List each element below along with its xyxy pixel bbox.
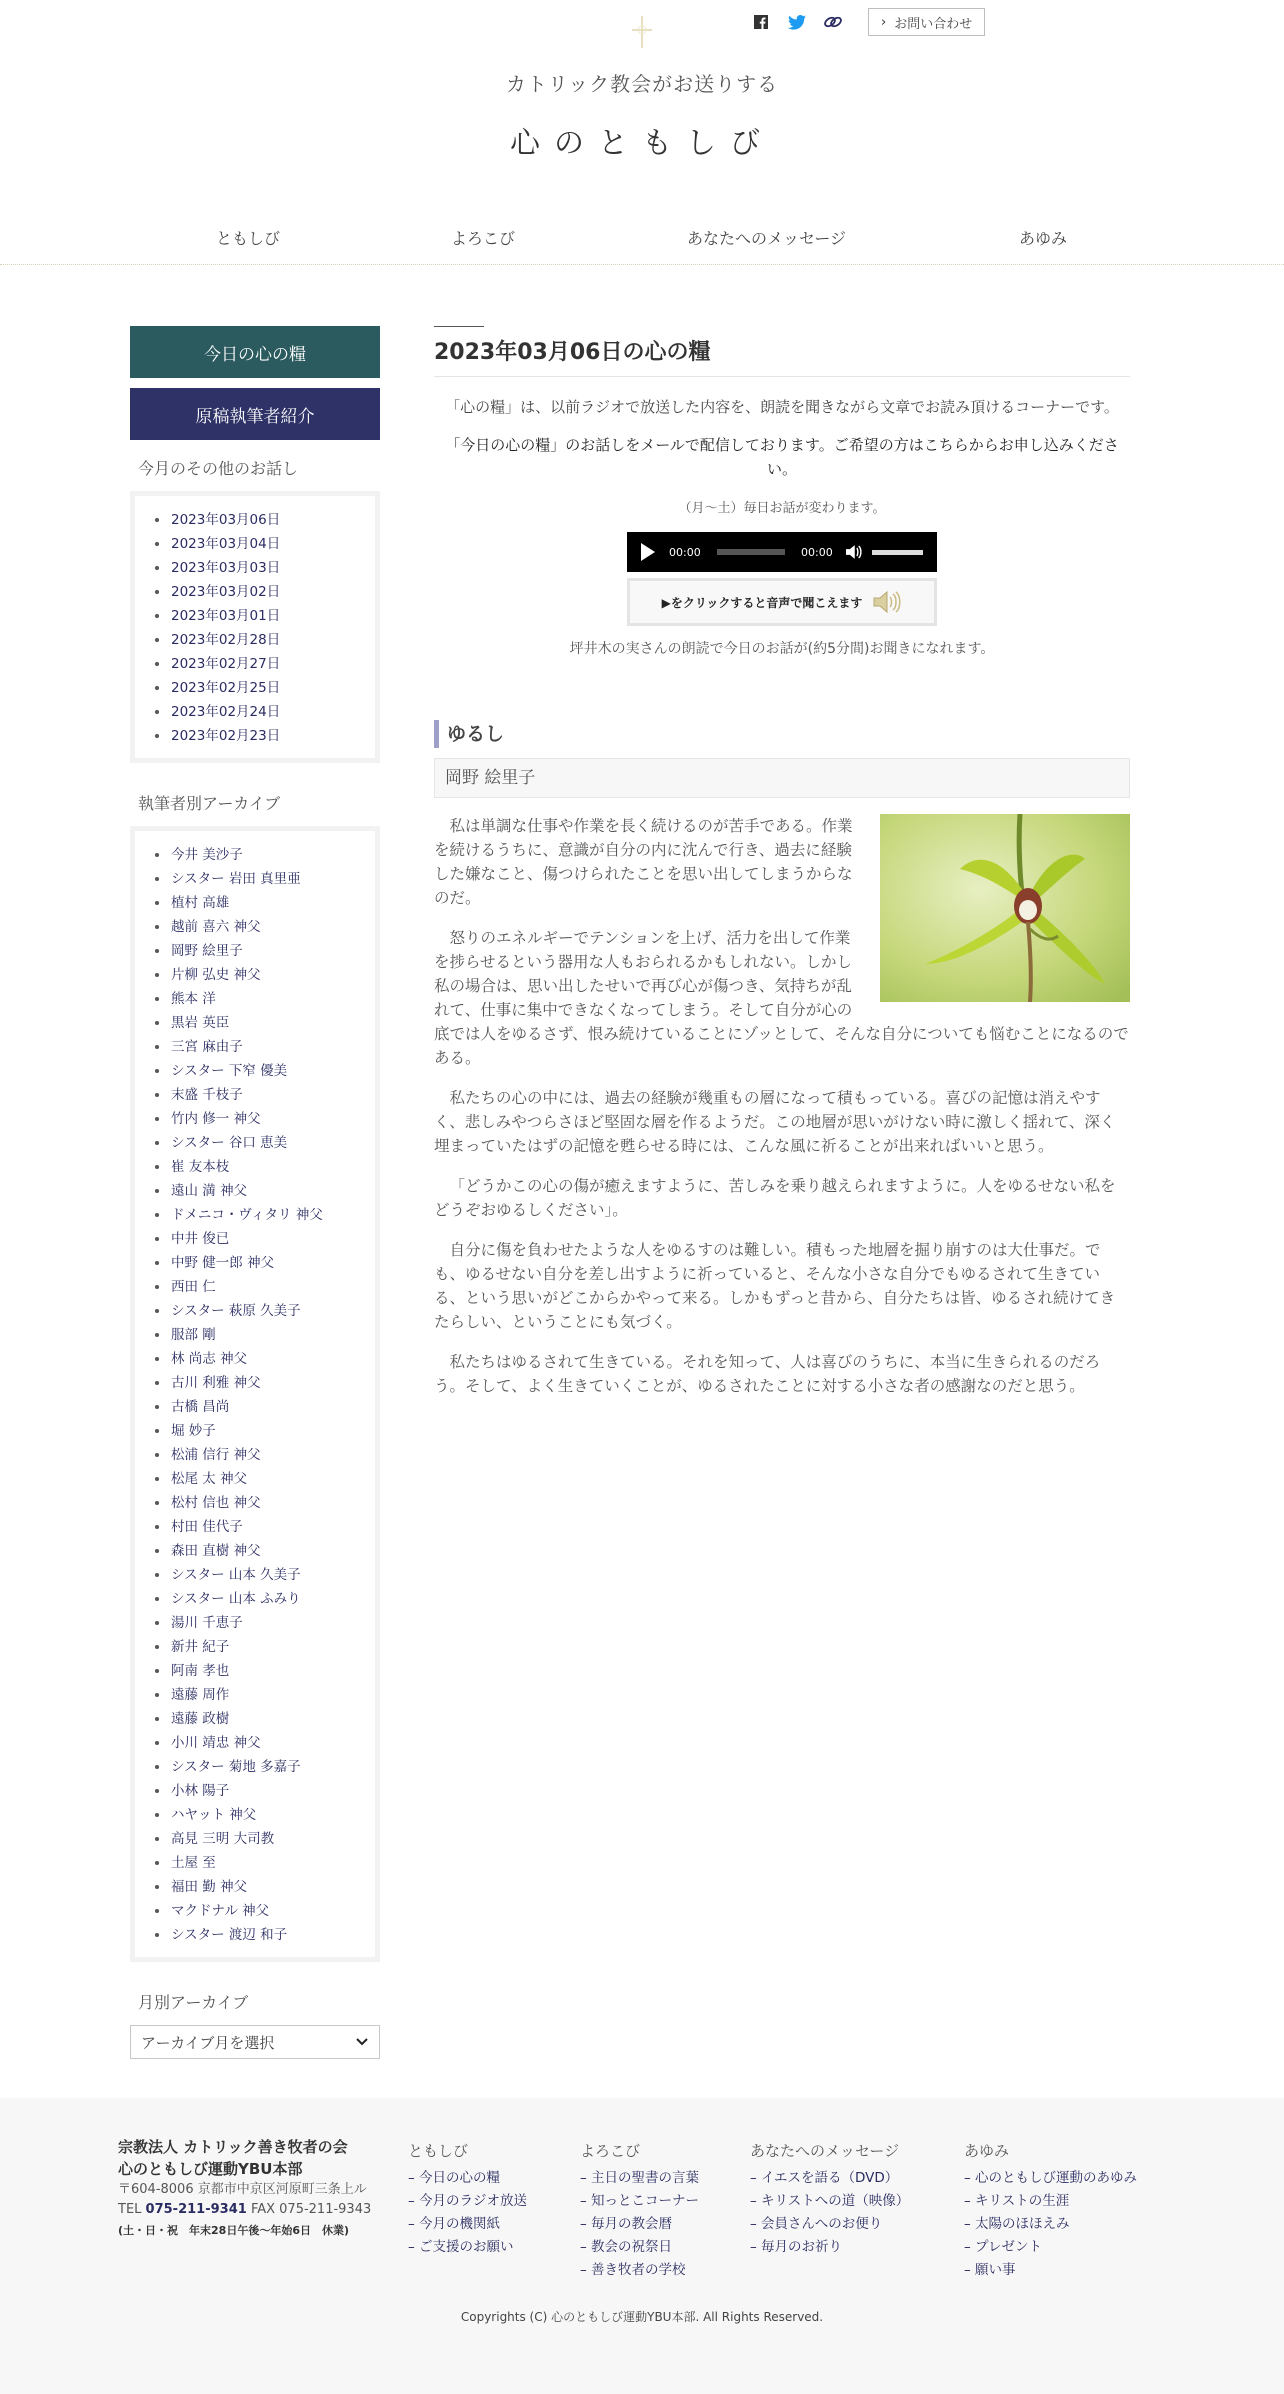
site-footer	[0, 2098, 1284, 2394]
fax-number: FAX 075-211-9343	[250, 2202, 372, 2217]
listen-button-label: ▶をクリックすると音声で聞こえます	[661, 595, 863, 610]
facebook-icon[interactable]	[750, 11, 772, 33]
nav-item-yorokobi[interactable]: よろこび	[451, 229, 516, 248]
footer-column-heading[interactable]: あゆみ	[964, 2142, 1010, 2160]
author-archive-link[interactable]: シスター 下窄 優美	[145, 1059, 365, 1083]
author-archive-link[interactable]: 越前 喜六 神父	[145, 915, 365, 939]
author-archive-link[interactable]: 松浦 信行 神父	[145, 1443, 365, 1467]
recent-post-link[interactable]: 2023年02月23日	[145, 724, 365, 748]
footer-column	[750, 2140, 909, 2259]
author-archive-link[interactable]: 服部 剛	[145, 1323, 365, 1347]
footer-link[interactable]: – 善き牧者の学校	[580, 2262, 686, 2278]
article-paragraph: 私は単調な仕事や作業を長く続けるのが苦手である。作業を続けるうちに、意識が自分の内に沈んで行き、過去に経験した嫌なこと、傷つけられたことを思い出してしまうからなのだ。	[434, 817, 853, 907]
footer-column	[964, 2140, 1137, 2282]
author-archive-link[interactable]: 新井 紀子	[145, 1635, 365, 1659]
footer-link[interactable]: – 主日の聖書の言葉	[580, 2170, 700, 2186]
writers-intro-button[interactable]: 原稿執筆者紹介	[130, 388, 380, 440]
author-archive-link[interactable]: 古橋 昌尚	[145, 1395, 365, 1419]
author-archive-link[interactable]: シスター 山本 久美子	[145, 1563, 365, 1587]
author-archive-link[interactable]: シスター 谷口 恵美	[145, 1131, 365, 1155]
archive-month-select[interactable]	[130, 2025, 380, 2059]
author-archive-link[interactable]: シスター 菊地 多嘉子	[145, 1755, 365, 1779]
footer-column	[580, 2140, 699, 2282]
mail-notice-link[interactable]: 「今日の心の糧」のお話しをメールで配信しております。ご希望の方はこちらからお申し込みください。	[445, 436, 1119, 478]
author-archive-link[interactable]: 竹内 修一 神父	[145, 1107, 365, 1131]
article-paragraph: 怒りのエネルギーでテンションを上げ、活力を出して作業を捗らせるという器用な人もおられるかもしれない。しかし私の場合は、思い出したせいで再び心が傷つき、気持ちが乱れて、仕事に集中できなくなってしまう。そして自分が心の底では人をゆるさず、恨み続けていることにゾッとして、そんな自分についても悩むことになるのである。	[434, 929, 1129, 1067]
recent-post-link[interactable]: 2023年03月03日	[145, 556, 365, 580]
recent-list	[145, 508, 365, 748]
author-archive-link[interactable]: 片柳 弘史 神父	[145, 963, 365, 987]
copyright: Copyrights (C) 心のともしび運動YBU本部. All Rights Reserved.	[460, 2310, 824, 2324]
org-subname: 心のともしび運動YBU本部	[118, 2160, 303, 2178]
section-title: ゆるし	[434, 720, 1130, 748]
footer-link[interactable]: – 今月の機関紙	[408, 2216, 501, 2232]
recent-post-link[interactable]: 2023年02月28日	[145, 628, 365, 652]
article-body	[434, 814, 1130, 1398]
article-paragraph: 「どうかこの心の傷が癒えますように、苦しみを乗り越えられますように。人をゆるせない私をどうぞおゆるしください」。	[434, 1177, 1116, 1219]
author-archive-link[interactable]: シスター 岩田 真里亜	[145, 867, 365, 891]
footer-link[interactable]: – 毎月のお祈り	[750, 2239, 843, 2255]
author-archive-link[interactable]: 小川 靖忠 神父	[145, 1731, 365, 1755]
author-archive-link[interactable]: 林 尚志 神父	[145, 1347, 365, 1371]
nav-divider	[0, 264, 1284, 265]
author-archive-link[interactable]: 崔 友本枝	[145, 1155, 365, 1179]
recent-post-link[interactable]: 2023年03月02日	[145, 580, 365, 604]
author-archive-link[interactable]: 松村 信也 神父	[145, 1491, 365, 1515]
author-archive-link[interactable]: 西田 仁	[145, 1275, 365, 1299]
footer-organization	[118, 2136, 388, 2242]
twitter-icon[interactable]	[786, 11, 808, 33]
recent-post-link[interactable]: 2023年02月25日	[145, 676, 365, 700]
audio-player	[627, 532, 937, 572]
author-archive-link[interactable]: 小林 陽子	[145, 1779, 365, 1803]
chevron-right-icon: ›	[881, 14, 887, 30]
speaker-icon	[872, 590, 902, 614]
contact-button[interactable]	[868, 8, 985, 36]
author-archive-link[interactable]: 遠藤 政樹	[145, 1707, 365, 1731]
footer-column	[408, 2140, 527, 2259]
audio-total-time: 00:00	[801, 545, 833, 559]
author-archive-link[interactable]: 遠山 満 神父	[145, 1179, 365, 1203]
recent-post-link[interactable]: 2023年03月01日	[145, 604, 365, 628]
footer-link[interactable]: – 知っとこコーナー	[580, 2193, 700, 2209]
orchid-photo	[880, 814, 1130, 1002]
footer-link[interactable]: – 太陽のほほえみ	[964, 2216, 1070, 2232]
author-archive-link[interactable]: 中野 健一郎 神父	[145, 1251, 365, 1275]
footer-link[interactable]: – キリストの生涯	[964, 2193, 1070, 2209]
author-archive-link[interactable]: 土屋 至	[145, 1851, 365, 1875]
author-name: 岡野 絵里子	[434, 758, 1130, 798]
author-archive-link[interactable]: 末盛 千枝子	[145, 1083, 365, 1107]
link-icon[interactable]	[822, 11, 844, 33]
tel-label: TEL	[118, 2202, 142, 2217]
nav-item-tomoshibi[interactable]: ともしび	[216, 229, 281, 248]
business-hours: (土・日・祝 年末28日午後〜年始6日 休業)	[118, 2224, 350, 2237]
monthly-heading: 月別アーカイブ	[138, 1993, 249, 2012]
contact-label: お問い合わせ	[894, 16, 973, 32]
title-rule	[434, 326, 484, 327]
recent-post-link[interactable]: 2023年02月24日	[145, 700, 365, 724]
intro-text: 「心の糧」は、以前ラジオで放送した内容を、朗読を聞きながら文章でお読み頂けるコーナーです。	[445, 398, 1119, 416]
top-links	[750, 8, 985, 36]
footer-link[interactable]: – キリストへの道（映像）	[750, 2193, 910, 2209]
recent-post-link[interactable]: 2023年03月04日	[145, 532, 365, 556]
audio-current-time: 00:00	[669, 545, 701, 559]
chevron-down-icon	[355, 2037, 369, 2047]
author-archive-link[interactable]: 森田 直樹 神父	[145, 1539, 365, 1563]
author-archive-link[interactable]: 黒岩 英臣	[145, 1011, 365, 1035]
recent-post-link[interactable]: 2023年03月06日	[145, 508, 365, 532]
author-archive-link[interactable]: 遠藤 周作	[145, 1683, 365, 1707]
org-phone	[118, 2200, 388, 2220]
author-archive-link[interactable]: 松尾 太 神父	[145, 1467, 365, 1491]
nav-item-ayumi[interactable]: あゆみ	[1019, 229, 1068, 248]
reader-note: 坪井木の実さんの朗読で今日のお話が(約5分間)お聞きになれます。	[569, 641, 995, 657]
footer-link[interactable]: – プレゼント	[964, 2239, 1043, 2255]
footer-link[interactable]: – 毎月の教会暦	[580, 2216, 673, 2232]
author-archive-link[interactable]: 福田 勤 神父	[145, 1875, 365, 1899]
audio-progress-bar[interactable]	[717, 549, 785, 555]
footer-link[interactable]: – 教会の祝祭日	[580, 2239, 673, 2255]
footer-column-heading[interactable]: よろこび	[580, 2142, 641, 2160]
author-archive-link[interactable]: 植村 高雄	[145, 891, 365, 915]
site-title[interactable]: 心のともしび	[510, 126, 774, 161]
global-nav	[0, 226, 1284, 266]
page-title: 2023年03月06日の心の糧	[434, 335, 1130, 377]
author-archive-link[interactable]: ハヤット 神父	[145, 1803, 365, 1827]
author-archive-link[interactable]: 村田 佳代子	[145, 1515, 365, 1539]
org-name: 宗教法人 カトリック善き牧者の会	[118, 2138, 348, 2156]
author-archive-link[interactable]: 古川 利雅 神父	[145, 1371, 365, 1395]
cross-logo-icon	[630, 14, 654, 50]
author-archive-link[interactable]: ドメニコ・ヴィタリ 神父	[145, 1203, 365, 1227]
footer-link[interactable]: – 会員さんへのお便り	[750, 2216, 883, 2232]
volume-slider[interactable]	[872, 550, 923, 555]
nav-item-message[interactable]: あなたへのメッセージ	[687, 229, 847, 248]
footer-link[interactable]: – ご支援のお願い	[408, 2239, 514, 2255]
author-archive-link[interactable]: 熊本 洋	[145, 987, 365, 1011]
author-archive-link[interactable]: 阿南 孝也	[145, 1659, 365, 1683]
authors-heading: 執筆者別アーカイブ	[138, 794, 281, 813]
sidebar	[130, 326, 380, 2059]
authors-list-box	[130, 826, 380, 1962]
main-content	[434, 326, 1130, 1414]
footer-column-heading[interactable]: ともしび	[408, 2142, 469, 2160]
archive-month-value: アーカイブ月を選択	[141, 2033, 275, 2052]
article-paragraph: 私たちはゆるされて生きている。それを知って、人は喜びのうちに、本当に生きられるのだろう。そして、よく生きていくことが、ゆるされたことに対する小さな者の感謝なのだと思う。	[434, 1353, 1101, 1395]
author-archive-link[interactable]: 堀 妙子	[145, 1419, 365, 1443]
recent-post-link[interactable]: 2023年02月27日	[145, 652, 365, 676]
author-archive-link[interactable]: 中井 俊已	[145, 1227, 365, 1251]
site-subtitle: カトリック教会がお送りする	[505, 72, 779, 96]
play-icon[interactable]	[641, 543, 655, 561]
author-archive-link[interactable]: 今井 美沙子	[145, 843, 365, 867]
article-paragraph: 自分に傷を負わせたような人をゆるすのは難しい。積もった地層を掘り崩すのは大仕事だ。でも、ゆるせない自分を差し出すように祈っていると、そんな小さな自分でもゆるされて生きている、という思いがどこからかやって来る。しかもずっと昔から、自分たちは皆、ゆるされ続けてきたらしい、ということにも気づく。	[434, 1241, 1116, 1331]
author-archive-link[interactable]: シスター 萩原 久美子	[145, 1299, 365, 1323]
listen-button[interactable]	[627, 578, 937, 626]
footer-link[interactable]: – 今日の心の糧	[408, 2170, 501, 2186]
recent-heading: 今月のその他のお話し	[138, 459, 299, 478]
article-paragraph: 私たちの心の中には、過去の経験が幾重もの層になって積もっている。喜びの記憶は消えやすく、悲しみやつらさほど堅固な層を作るようだ。この地層が思いがけない時に激しく揺れて、深く埋まっていたはずの記憶を甦らせる時には、こんな風に祈ることが出来ればいいと思う。	[434, 1089, 1116, 1155]
author-archive-link[interactable]: 高見 三明 大司教	[145, 1827, 365, 1851]
footer-link[interactable]: – 心のともしび運動のあゆみ	[964, 2170, 1138, 2186]
footer-link[interactable]: – 願い事	[964, 2262, 1016, 2278]
org-address: 〒604-8006 京都市中京区河原町三条上ル	[118, 2182, 367, 2197]
footer-column-heading[interactable]: あなたへのメッセージ	[750, 2142, 900, 2160]
author-archive-link[interactable]: 岡野 絵里子	[145, 939, 365, 963]
author-archive-link[interactable]: シスター 渡辺 和子	[145, 1923, 365, 1947]
site-header	[0, 0, 1284, 270]
authors-list	[145, 843, 365, 1947]
footer-link[interactable]: – 今月のラジオ放送	[408, 2193, 528, 2209]
author-archive-link[interactable]: シスター 山本 ふみり	[145, 1587, 365, 1611]
author-archive-link[interactable]: 湯川 千恵子	[145, 1611, 365, 1635]
tel-number[interactable]: 075-211-9341	[145, 2202, 247, 2217]
schedule-note: （月～土）毎日お話が変わります。	[678, 501, 886, 516]
author-archive-link[interactable]: 三宮 麻由子	[145, 1035, 365, 1059]
footer-link[interactable]: – イエスを語る（DVD）	[750, 2170, 899, 2186]
volume-icon[interactable]	[845, 544, 863, 560]
recent-list-box	[130, 491, 380, 763]
today-kokoro-button[interactable]: 今日の心の糧	[130, 326, 380, 378]
author-archive-link[interactable]: マクドナル 神父	[145, 1899, 365, 1923]
